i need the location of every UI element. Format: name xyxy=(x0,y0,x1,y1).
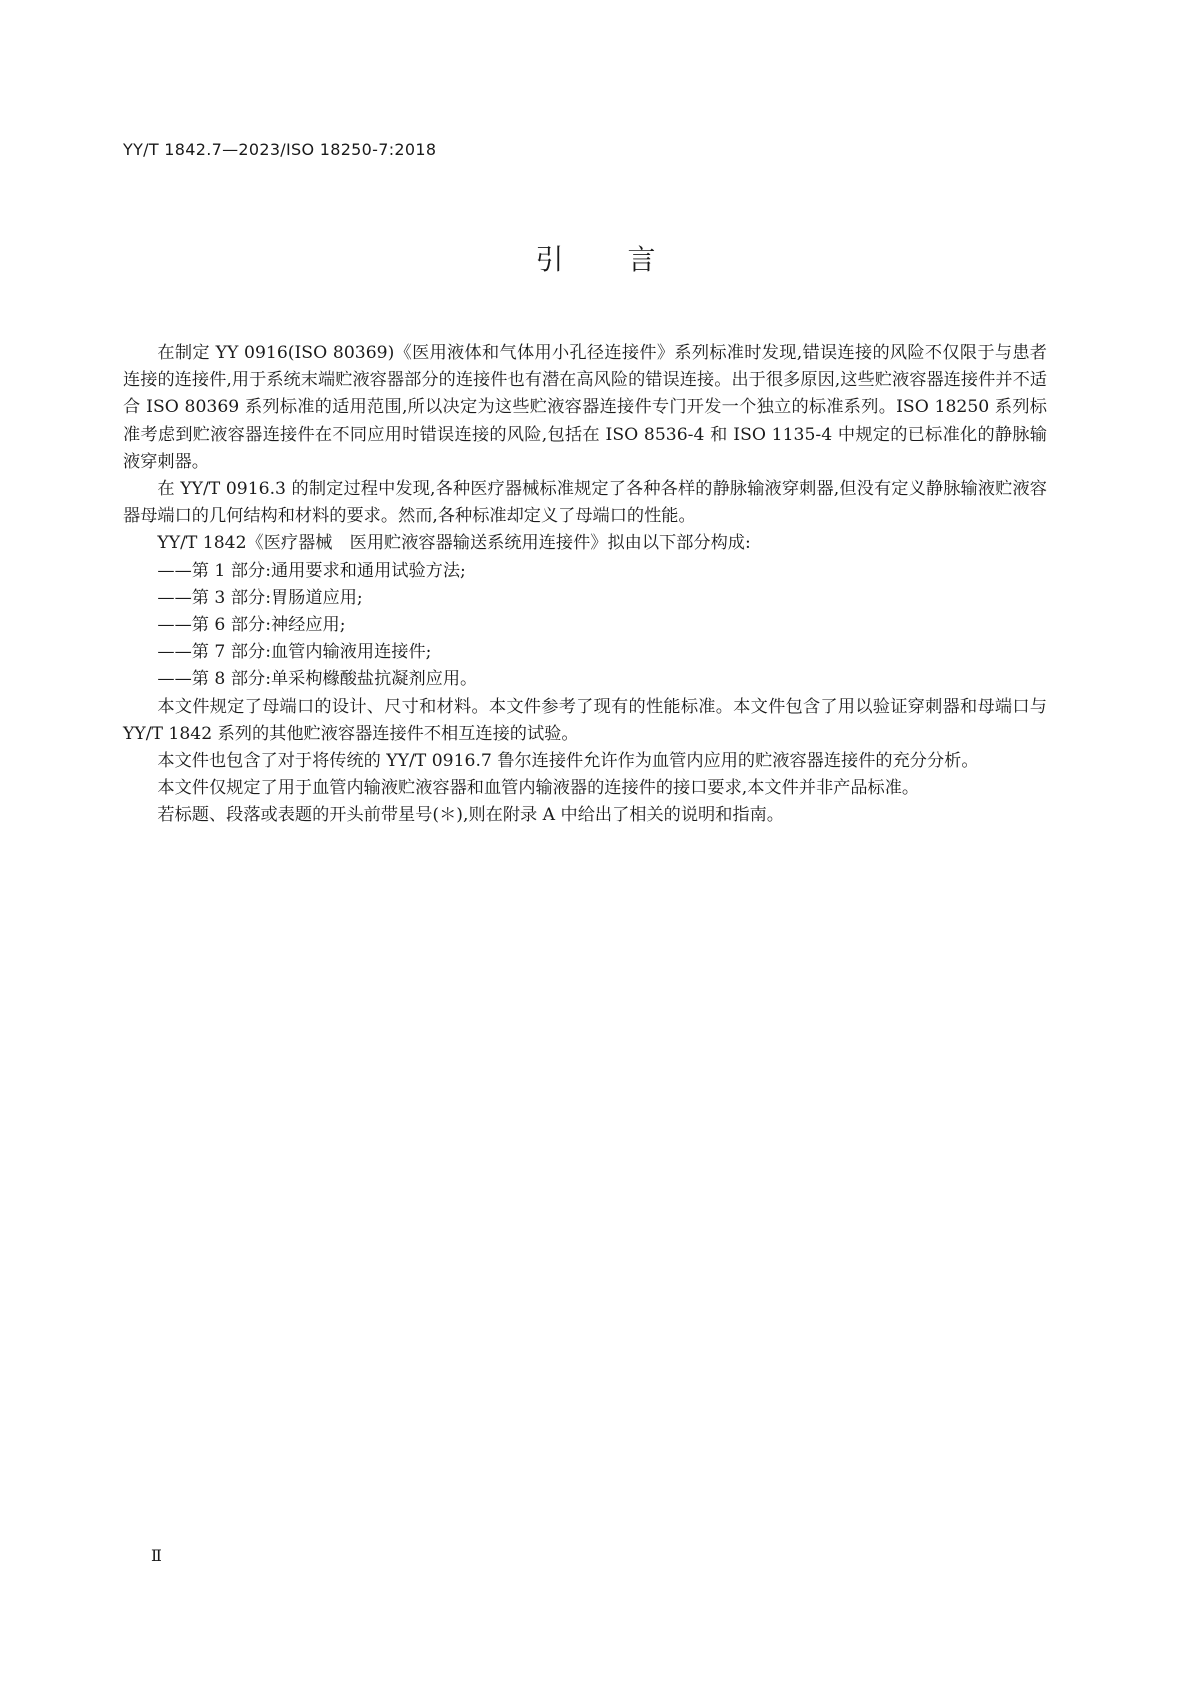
list-item-part-3: ——第 3 部分:胃肠道应用; xyxy=(157,587,363,608)
page-title: 引言 xyxy=(535,243,720,276)
list-item-part-7: ——第 7 部分:血管内输液用连接件; xyxy=(157,642,432,663)
paragraph-asterisk-note: 若标题、段落或表题的开头前带星号(＊),则在附录 A 中给出了相关的说明和指南。 xyxy=(157,805,784,826)
standard-code-header: YY/T 1842.7—2023/ISO 18250-7:2018 xyxy=(123,140,437,159)
paragraph-series-structure: YY/T 1842《医疗器械 医用贮液容器输送系统用连接件》拟由以下部分构成: xyxy=(157,533,751,554)
list-item-part-1: ——第 1 部分:通用要求和通用试验方法; xyxy=(157,560,466,581)
list-item-part-6: ——第 6 部分:神经应用; xyxy=(157,615,346,636)
paragraph-interface-only: 本文件仅规定了用于血管内输液贮液容器和血管内输液器的连接件的接口要求,本文件并非产品标准。 xyxy=(157,778,920,799)
paragraph-scope-design: 本文件规定了母端口的设计、尺寸和材料。本文件参考了现有的性能标准。本文件包含了用以验证穿刺器和母端口与 YY/T 1842 系列的其他贮液容器连接件不相互连接的试验。 xyxy=(123,696,1047,744)
page-number: Ⅱ xyxy=(151,1546,162,1565)
paragraph-luer-analysis: 本文件也包含了对于将传统的 YY/T 0916.7 鲁尔连接件允许作为血管内应用的贮液容器连接件的充分分析。 xyxy=(157,751,979,772)
document-body xyxy=(123,340,1047,830)
paragraph-background: 在制定 YY 0916(ISO 80369)《医用液体和气体用小孔径连接件》系列标准时发现,错误连接的风险不仅限于与患者连接的连接件,用于系统末端贮液容器部分的连接件也有潜在高风险的错误连接。出于很多原因,这些贮液容器连接件并不适合 ISO 80369 系列标准的适用范围,所以决定为这些贮液容器连接件专门开发一个独立的标准系列。ISO 18250 系列标准考虑到贮液容器连接件在不同应用时错误连接的风险,包括在 ISO 8536-4 和 ISO 1135-4 中规定的已标准化的静脉输液穿刺器。 xyxy=(123,343,1047,472)
paragraph-spike-requirements: 在 YY/T 0916.3 的制定过程中发现,各种医疗器械标准规定了各种各样的静脉输液穿刺器,但没有定义静脉输液贮液容器母端口的几何结构和材料的要求。然而,各种标准却定义了母端口的性能。 xyxy=(123,479,1047,527)
list-item-part-8: ——第 8 部分:单采枸橼酸盐抗凝剂应用。 xyxy=(157,669,478,690)
